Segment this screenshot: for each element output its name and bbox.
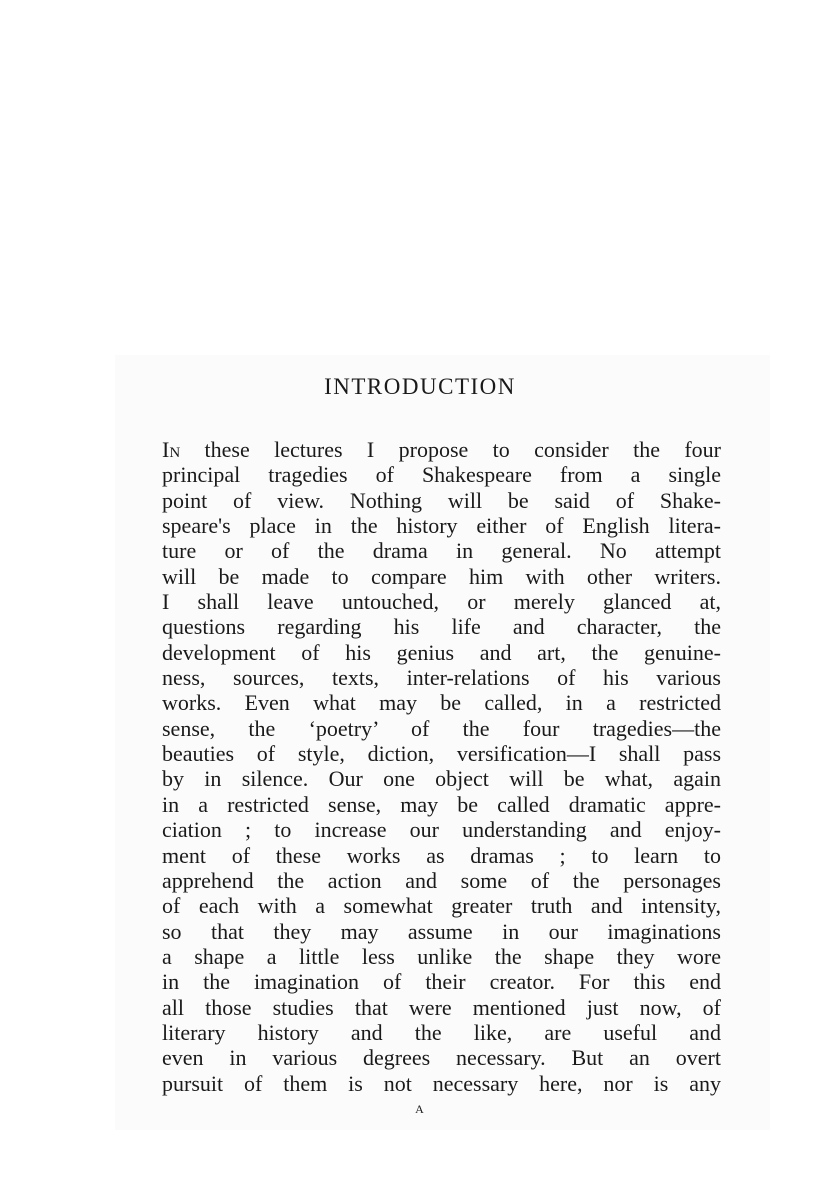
text-line-rest: these lectures I propose to consider the four [180, 437, 721, 462]
dropcap-word: In [162, 437, 181, 462]
text-line: so that they may assume in our imaginations [162, 918, 721, 944]
text-line: literary history and the like, are useful and [162, 1019, 721, 1045]
text-line: ture or of the drama in general. No attempt [162, 538, 721, 564]
text-line: ness, sources, texts, inter-relations of his various [162, 665, 721, 691]
text-line: a shape a little less unlike the shape they wore [162, 943, 721, 969]
text-line: I shall leave untouched, or merely glanced at, [162, 589, 721, 615]
text-line: pursuit of them is not necessary here, nor is any [162, 1070, 721, 1096]
signature-mark: A [415, 1102, 425, 1116]
text-line: works. Even what may be called, in a restricted [162, 690, 721, 716]
text-line: development of his genius and art, the genuine- [162, 639, 721, 665]
text-line: point of view. Nothing will be said of Shake- [162, 487, 721, 513]
text-line [162, 437, 721, 462]
text-line: all those studies that were mentioned just now, of [162, 994, 721, 1020]
text-line: speare's place in the history either of English litera- [162, 513, 721, 539]
text-line: ment of these works as dramas ; to learn to [162, 842, 721, 868]
text-line: apprehend the action and some of the personages [162, 867, 721, 893]
text-line: questions regarding his life and character, the [162, 614, 721, 640]
text-line: even in various degrees necessary. But an overt [162, 1045, 721, 1071]
text-line: in the imagination of their creator. For this end [162, 969, 721, 995]
text-line: of each with a somewhat greater truth and intensity, [162, 893, 721, 919]
text-line: principal tragedies of Shakespeare from a single [162, 462, 721, 488]
text-line: will be made to compare him with other writers. [162, 563, 721, 589]
text-line: beauties of style, diction, versification—I shall pass [162, 741, 721, 767]
text-line: ciation ; to increase our understanding and enjoy- [162, 817, 721, 843]
text-line: in a restricted sense, may be called dramatic appre- [162, 791, 721, 817]
text-line: sense, the ‘poetry’ of the four tragedies—the [162, 715, 721, 741]
text-line: by in silence. Our one object will be what, again [162, 766, 721, 792]
chapter-title: INTRODUCTION [324, 374, 516, 399]
body-text [162, 437, 721, 1096]
